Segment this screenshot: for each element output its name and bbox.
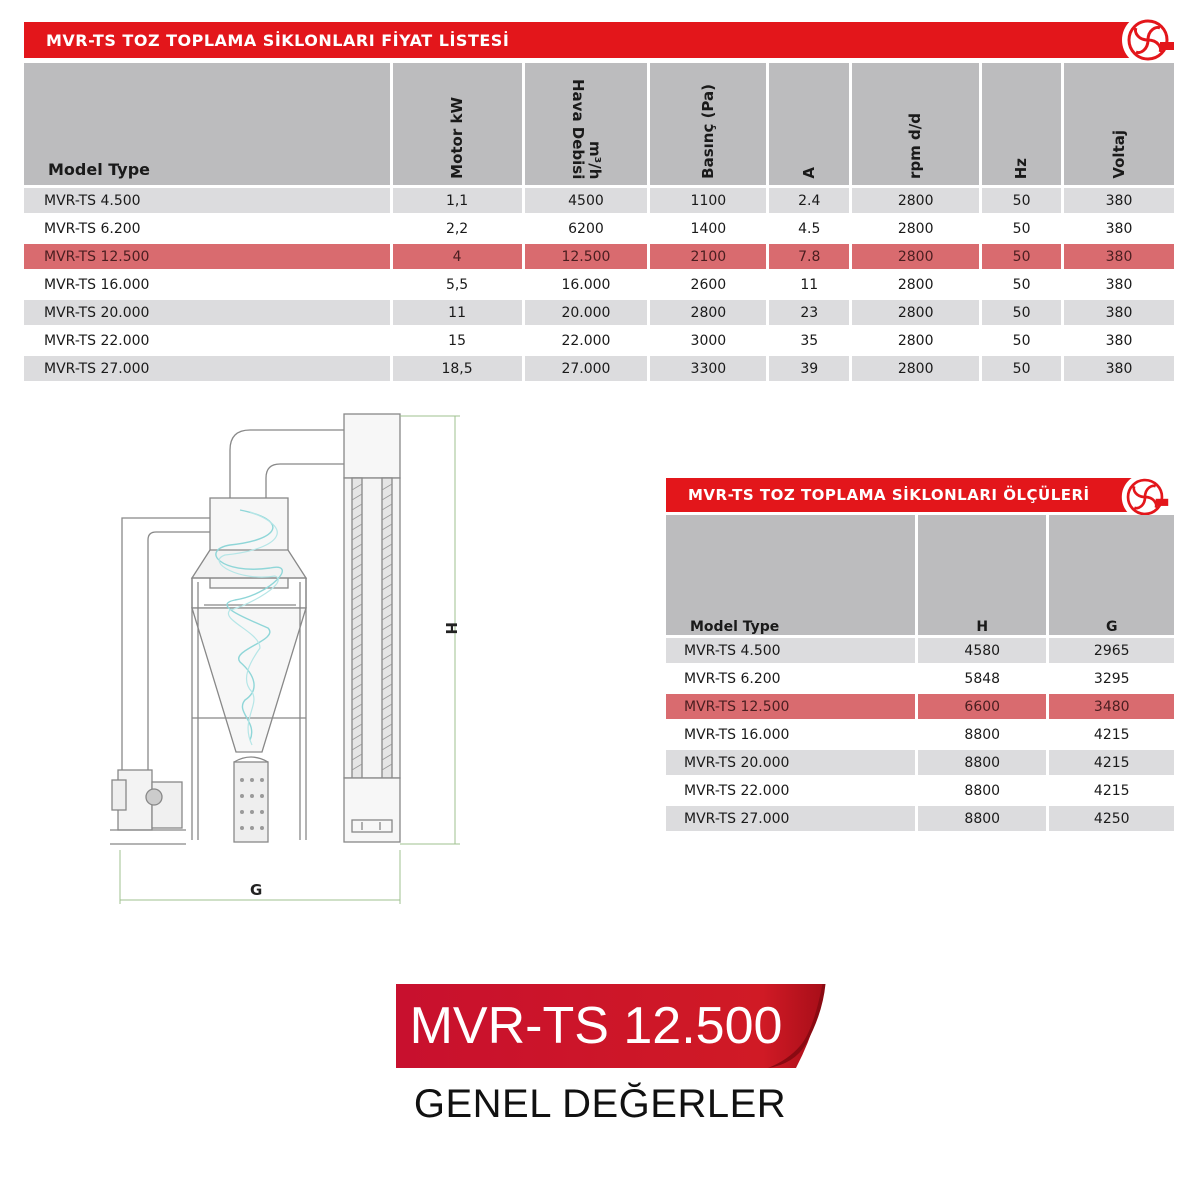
price-cell-basinc: 2800: [650, 300, 766, 325]
header-basinc: Basınç (Pa): [650, 63, 766, 185]
price-cell-hava: 12.500: [525, 244, 648, 269]
price-cell-hava: 22.000: [525, 328, 648, 353]
price-cell-hz: 50: [982, 244, 1061, 269]
product-name: MVR-TS 12.500: [409, 997, 783, 1055]
price-cell-rpm: 2800: [852, 272, 979, 297]
dims-header-h: H: [918, 515, 1047, 635]
price-cell-motor: 4: [393, 244, 522, 269]
price-cell-model: MVR-TS 6.200: [24, 216, 390, 241]
price-cell-basinc: 3300: [650, 356, 766, 381]
price-cell-voltaj: 380: [1064, 356, 1174, 381]
price-cell-a: 4.5: [769, 216, 849, 241]
dims-cell-model: MVR-TS 16.000: [666, 722, 915, 747]
dims-cell-model: MVR-TS 6.200: [666, 666, 915, 691]
dims-cell-model: MVR-TS 20.000: [666, 750, 915, 775]
price-cell-hz: 50: [982, 216, 1061, 241]
price-cell-a: 35: [769, 328, 849, 353]
dims-header-model-type: Model Type: [666, 515, 915, 635]
price-cell-hava: 4500: [525, 188, 648, 213]
price-cell-a: 11: [769, 272, 849, 297]
price-cell-basinc: 3000: [650, 328, 766, 353]
price-table-row: [24, 244, 1174, 269]
price-cell-voltaj: 380: [1064, 188, 1174, 213]
price-cell-voltaj: 380: [1064, 244, 1174, 269]
dims-cell-h: 8800: [918, 806, 1047, 831]
dims-cell-g: 2965: [1049, 638, 1174, 663]
price-cell-a: 23: [769, 300, 849, 325]
h-dimension-label: H: [442, 622, 460, 635]
price-cell-a: 39: [769, 356, 849, 381]
price-cell-hz: 50: [982, 300, 1061, 325]
price-cell-hava: 16.000: [525, 272, 648, 297]
price-table-row: [24, 328, 1174, 353]
dims-cell-g: 4215: [1049, 778, 1174, 803]
price-cell-model: MVR-TS 4.500: [24, 188, 390, 213]
dims-table-row: [666, 722, 1174, 747]
dimensions-title: MVR-TS TOZ TOPLAMA SİKLONLARI ÖLÇÜLERİ: [688, 486, 1090, 504]
dims-header-g: G: [1049, 515, 1174, 635]
dims-cell-g: 4215: [1049, 750, 1174, 775]
dims-table-row: [666, 694, 1174, 719]
product-title-banner: [396, 984, 826, 1068]
dims-cell-h: 4580: [918, 638, 1047, 663]
header-a: A: [769, 63, 849, 185]
price-cell-voltaj: 380: [1064, 300, 1174, 325]
price-cell-motor: 1,1: [393, 188, 522, 213]
price-cell-hava: 20.000: [525, 300, 648, 325]
dims-cell-h: 5848: [918, 666, 1047, 691]
price-cell-basinc: 1400: [650, 216, 766, 241]
price-cell-motor: 2,2: [393, 216, 522, 241]
dims-cell-g: 4250: [1049, 806, 1174, 831]
price-cell-basinc: 2600: [650, 272, 766, 297]
price-cell-motor: 15: [393, 328, 522, 353]
dims-cell-model: MVR-TS 22.000: [666, 778, 915, 803]
price-cell-rpm: 2800: [852, 356, 979, 381]
header-hz: Hz: [982, 63, 1061, 185]
dims-cell-h: 8800: [918, 722, 1047, 747]
filter-top-box: [344, 414, 400, 478]
price-cell-motor: 5,5: [393, 272, 522, 297]
price-cell-model: MVR-TS 16.000: [24, 272, 390, 297]
dims-cell-g: 3480: [1049, 694, 1174, 719]
dims-table-row: [666, 750, 1174, 775]
dims-cell-model: MVR-TS 27.000: [666, 806, 915, 831]
price-table-row: [24, 188, 1174, 213]
g-dimension-label: G: [250, 881, 263, 899]
header-voltaj: Voltaj: [1064, 63, 1174, 185]
price-cell-motor: 11: [393, 300, 522, 325]
dims-cell-h: 6600: [918, 694, 1047, 719]
price-cell-voltaj: 380: [1064, 272, 1174, 297]
dimensions-banner: [666, 478, 1140, 512]
price-cell-basinc: 2100: [650, 244, 766, 269]
price-cell-hz: 50: [982, 272, 1061, 297]
dims-table-row: [666, 666, 1174, 691]
dimensions-table-header: [666, 515, 1174, 635]
price-cell-a: 2.4: [769, 188, 849, 213]
price-cell-a: 7.8: [769, 244, 849, 269]
price-table-row: [24, 300, 1174, 325]
price-cell-model: MVR-TS 12.500: [24, 244, 390, 269]
dims-table-row: [666, 778, 1174, 803]
price-cell-rpm: 2800: [852, 328, 979, 353]
price-table-row: [24, 356, 1174, 381]
dims-cell-model: MVR-TS 12.500: [666, 694, 915, 719]
dims-cell-g: 3295: [1049, 666, 1174, 691]
cyclone-cone: [192, 608, 306, 752]
header-hava-debisi: Hava Debisi m³/h: [525, 63, 648, 185]
price-table: [21, 60, 1177, 384]
price-list-banner: [24, 22, 1152, 58]
price-cell-voltaj: 380: [1064, 328, 1174, 353]
price-cell-hz: 50: [982, 328, 1061, 353]
collection-bag: [234, 762, 268, 842]
header-model-type: Model Type: [24, 63, 390, 185]
header-rpm: rpm d/d: [852, 63, 979, 185]
price-cell-model: MVR-TS 20.000: [24, 300, 390, 325]
price-cell-voltaj: 380: [1064, 216, 1174, 241]
dims-cell-h: 8800: [918, 750, 1047, 775]
price-cell-rpm: 2800: [852, 188, 979, 213]
price-table-header: [24, 63, 1174, 185]
price-cell-basinc: 1100: [650, 188, 766, 213]
dims-table-row: [666, 638, 1174, 663]
price-cell-model: MVR-TS 22.000: [24, 328, 390, 353]
price-cell-rpm: 2800: [852, 216, 979, 241]
price-table-row: [24, 272, 1174, 297]
price-cell-rpm: 2800: [852, 244, 979, 269]
product-subtitle: GENEL DEĞERLER: [413, 1082, 787, 1126]
price-table-row: [24, 216, 1174, 241]
price-list-title: MVR-TS TOZ TOPLAMA SİKLONLARI FİYAT LİSTESİ: [46, 30, 510, 50]
cyclone-diagram: [100, 400, 480, 920]
price-cell-hava: 27.000: [525, 356, 648, 381]
dims-cell-h: 8800: [918, 778, 1047, 803]
dims-cell-g: 4215: [1049, 722, 1174, 747]
dimensions-table: [663, 512, 1177, 834]
header-motor-kw: Motor kW: [393, 63, 522, 185]
price-cell-hava: 6200: [525, 216, 648, 241]
price-cell-hz: 50: [982, 356, 1061, 381]
dims-table-row: [666, 806, 1174, 831]
dims-cell-model: MVR-TS 4.500: [666, 638, 915, 663]
price-cell-motor: 18,5: [393, 356, 522, 381]
price-cell-hz: 50: [982, 188, 1061, 213]
price-cell-rpm: 2800: [852, 300, 979, 325]
price-cell-model: MVR-TS 27.000: [24, 356, 390, 381]
outlet-duct: [230, 430, 344, 500]
